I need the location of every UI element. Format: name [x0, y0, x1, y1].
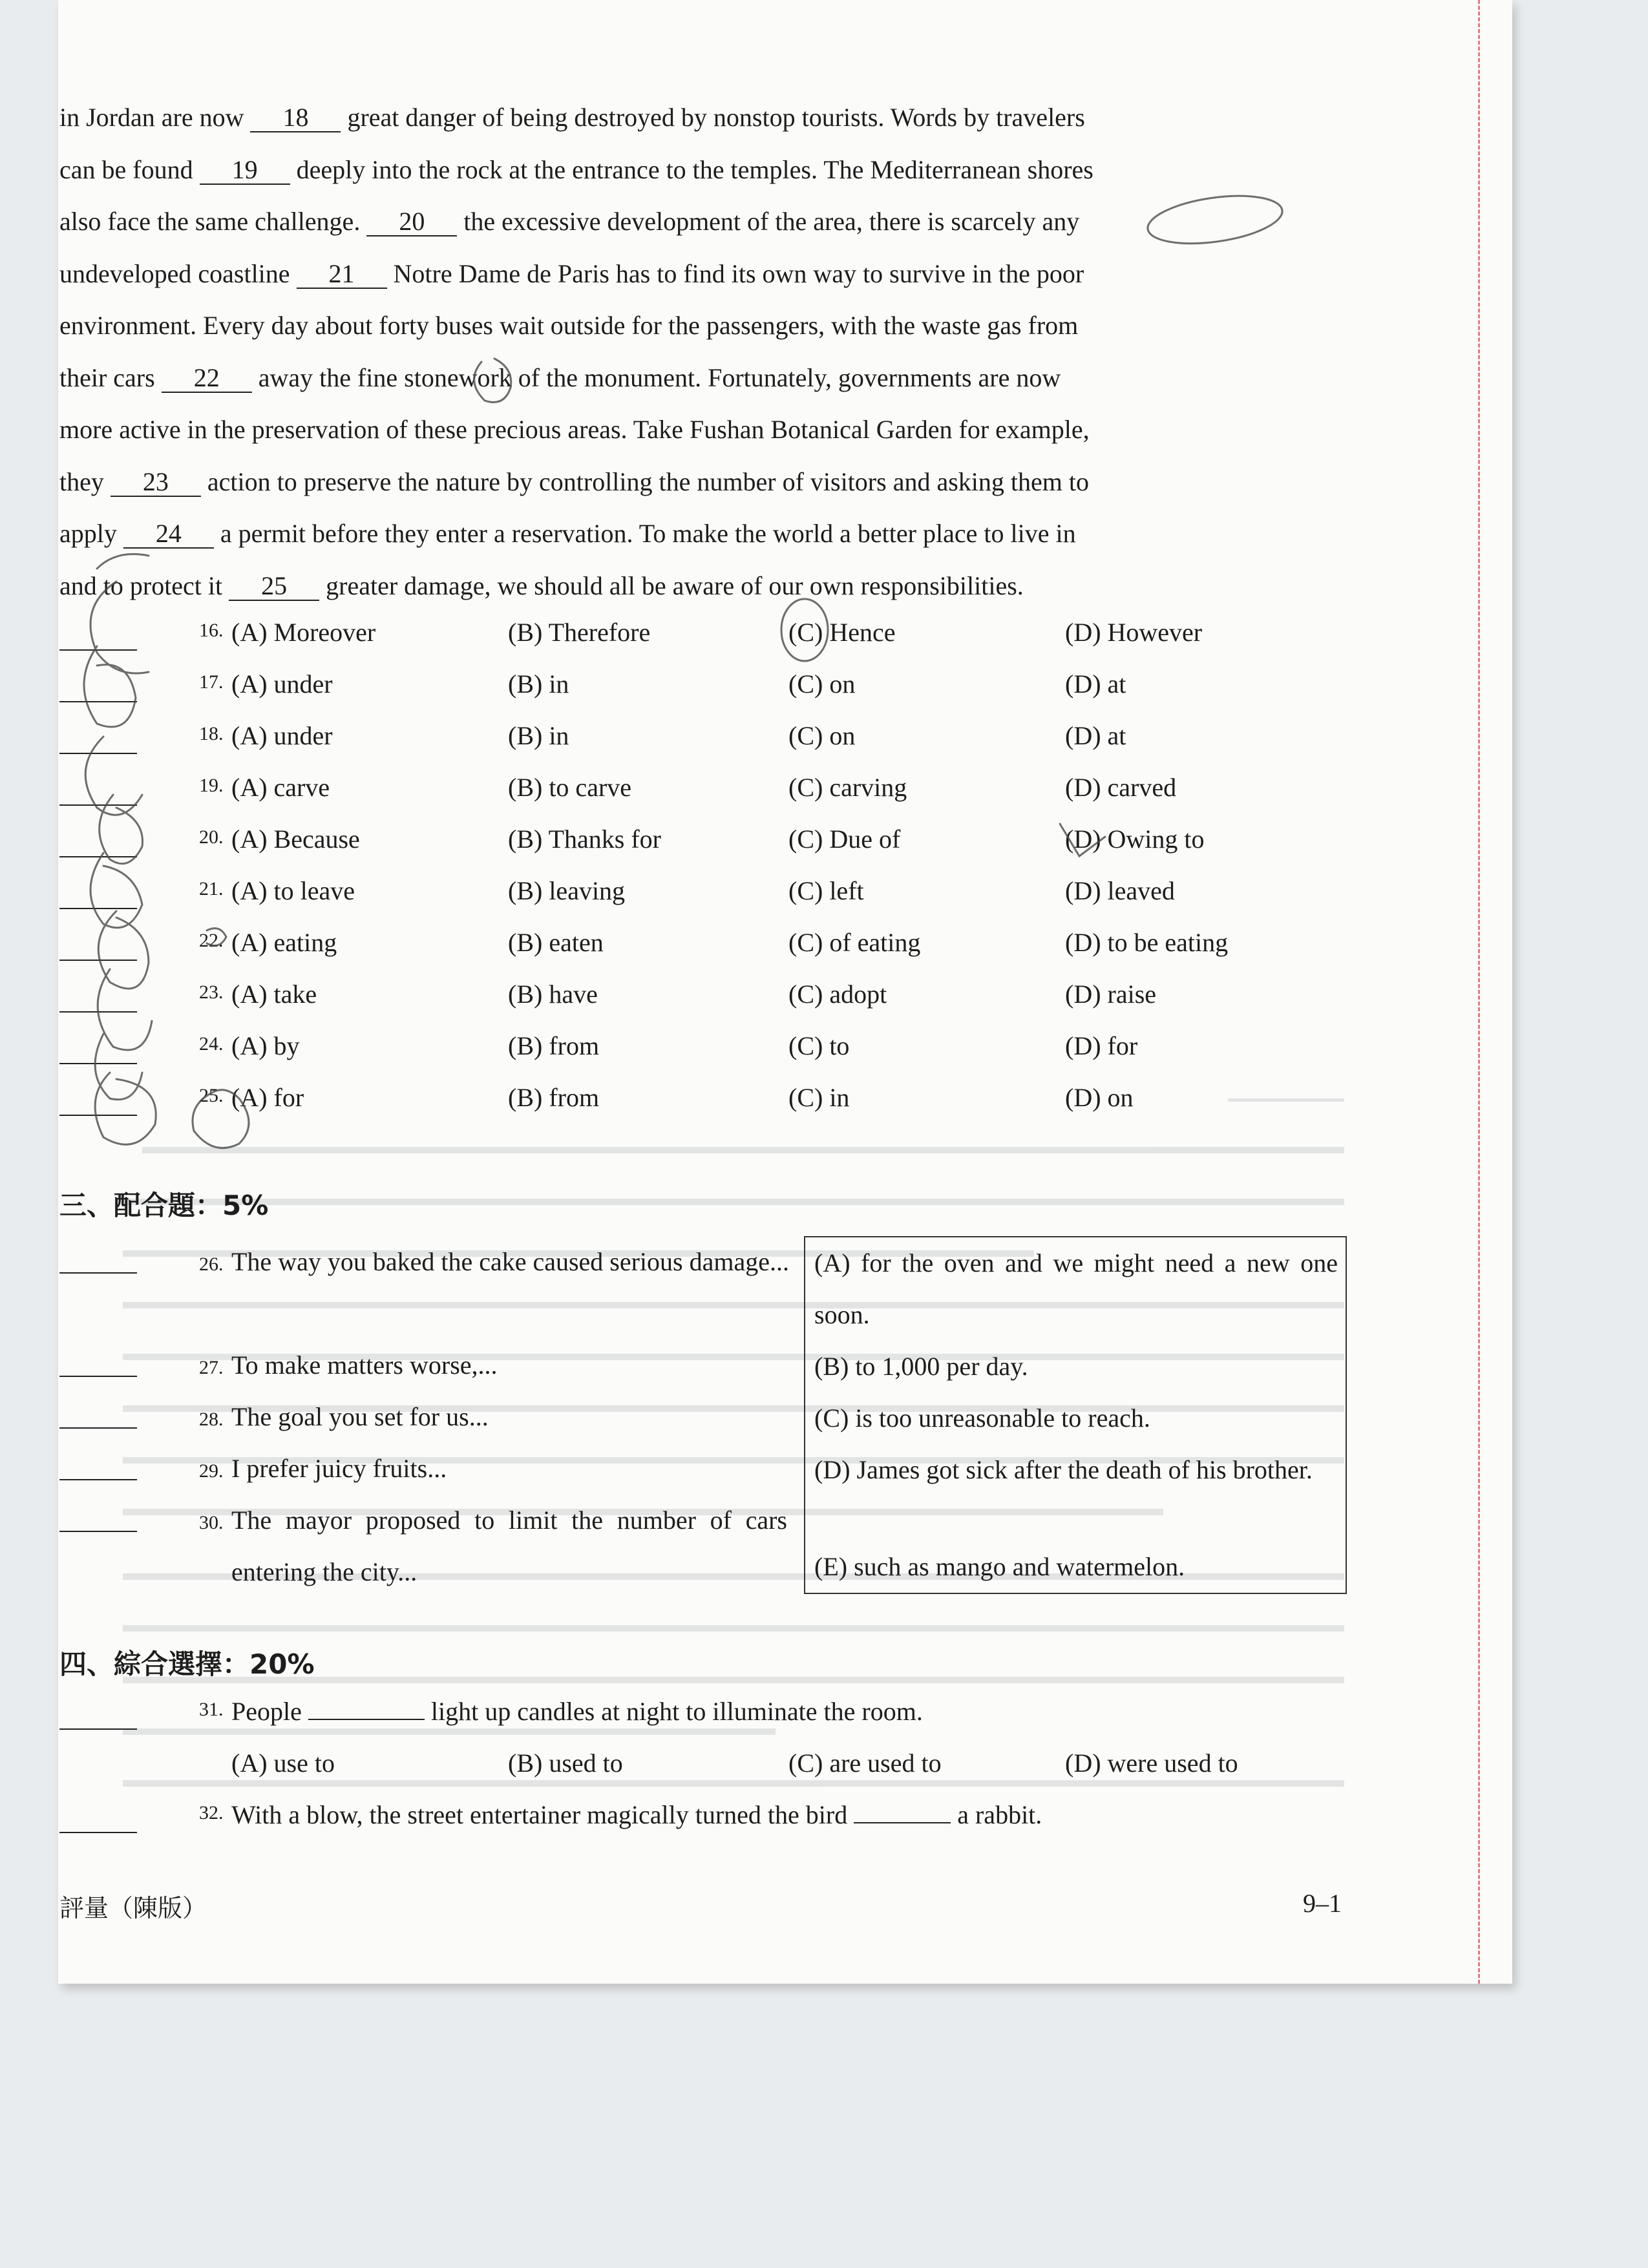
option-b[interactable]: (B) Thanks for [508, 824, 661, 854]
option-a[interactable]: (A) under [231, 721, 333, 750]
blank-20: 20 [366, 208, 457, 236]
blank-23: 23 [111, 468, 201, 497]
matching-item: 30. The mayor proposed to limit the number of cars entering the city... [59, 1495, 803, 1598]
answer-blank[interactable] [59, 1113, 137, 1116]
option-d[interactable]: (D) at [1065, 721, 1126, 750]
answer-blank[interactable] [59, 700, 137, 702]
question-row: 21. (A) to leave (B) leaving (C) left (D) leaved [59, 876, 1352, 917]
option-d[interactable]: (D) leaved [1065, 876, 1175, 905]
passage-line: and to protect it 25 greater damage, we should all be aware of our own responsibilities. [59, 571, 1024, 600]
option-c[interactable]: (C) Due of [788, 824, 901, 854]
blank-24: 24 [123, 520, 214, 549]
option-a[interactable]: (A) take [231, 980, 317, 1009]
blank-21: 21 [297, 260, 387, 289]
answer-blank[interactable] [59, 1427, 137, 1429]
matching-choice: (D) James got sick after the death of his brother. [814, 1455, 1313, 1484]
option-a[interactable]: (A) carve [231, 773, 330, 802]
option-d[interactable]: (D) raise [1065, 980, 1157, 1009]
option-b[interactable]: (B) to carve [508, 773, 632, 802]
reading-passage [59, 92, 1339, 612]
publisher-label: 評量（陳版） [59, 1894, 207, 1922]
option-c[interactable]: (C) are used to [788, 1748, 942, 1778]
question-stem: People light up candles at night to illuminate the room. [231, 1697, 923, 1726]
option-b[interactable]: (B) from [508, 1031, 600, 1060]
question-row: 20. (A) Because (B) Thanks for (C) Due of (D) Owing to [59, 824, 1352, 865]
answer-blank[interactable] [59, 1479, 137, 1480]
answer-blank[interactable] [59, 1831, 137, 1833]
question-options-row [59, 1748, 1352, 1789]
passage-line: environment. Every day about forty buses wait outside for the passengers, with the waste gas from [59, 311, 1079, 340]
answer-blank[interactable] [59, 1010, 137, 1013]
question-row: 18. (A) under (B) in (C) on (D) at [59, 720, 1352, 762]
blank-25: 25 [229, 572, 319, 601]
section-heading-matching: 三、配合題：5% [59, 1190, 269, 1221]
option-c[interactable]: (C) Hence [788, 618, 896, 647]
option-a[interactable]: (A) eating [231, 928, 337, 957]
answer-blank[interactable] [59, 855, 137, 857]
passage-line: undeveloped coastline 21 Notre Dame de Paris has to find its own way to survive in the poor [59, 258, 1084, 288]
blank-18: 18 [250, 104, 341, 132]
option-a[interactable]: (A) Moreover [231, 618, 376, 647]
answer-blank[interactable] [59, 1062, 137, 1064]
option-d[interactable]: (D) However [1065, 618, 1203, 647]
passage-line: apply 24 a permit before they enter a reservation. To make the world a better place to live in [59, 519, 1076, 548]
option-b[interactable]: (B) eaten [508, 928, 604, 957]
matching-choice: (B) to 1,000 per day. [814, 1352, 1028, 1381]
matching-choices-box [804, 1236, 1347, 1594]
answer-blank[interactable] [59, 803, 137, 806]
option-d[interactable]: (D) carved [1065, 773, 1177, 802]
option-d[interactable]: (D) to be eating [1065, 928, 1229, 957]
answer-blank[interactable] [59, 907, 137, 909]
passage-line: their cars 22 away the fine stonework of the monument. Fortunately, governments are now [59, 362, 1061, 392]
question-row: 31. People light up candles at night to illuminate the room. [59, 1696, 1352, 1738]
answer-blank[interactable] [59, 648, 137, 651]
question-row: 17. (A) under (B) in (C) on (D) at [59, 669, 1352, 710]
option-d[interactable]: (D) on [1065, 1083, 1134, 1112]
section-heading-comprehensive: 四、綜合選擇：20% [59, 1648, 315, 1680]
option-b[interactable]: (B) leaving [508, 876, 626, 905]
answer-blank[interactable] [59, 1376, 137, 1377]
answer-blank[interactable] [59, 1272, 137, 1274]
question-row: 25. (A) for (B) from (C) in (D) on [59, 1082, 1352, 1124]
option-b[interactable]: (B) used to [508, 1748, 623, 1778]
option-d[interactable]: (D) were used to [1065, 1748, 1238, 1778]
blank-19: 19 [200, 156, 290, 185]
option-c[interactable]: (C) in [788, 1083, 850, 1112]
question-row: 23. (A) take (B) have (C) adopt (D) raise [59, 979, 1352, 1020]
matching-item: 26. The way you baked the cake caused serious damage... [59, 1236, 803, 1339]
option-b[interactable]: (B) have [508, 980, 598, 1009]
option-a[interactable]: (A) Because [231, 824, 360, 854]
option-b[interactable]: (B) Therefore [508, 618, 651, 647]
option-c[interactable]: (C) of eating [788, 928, 921, 957]
option-a[interactable]: (A) by [231, 1031, 300, 1060]
passage-line: they 23 action to preserve the nature by controlling the number of visitors and asking them to [59, 467, 1089, 496]
answer-blank[interactable] [59, 751, 137, 754]
option-a[interactable]: (A) use to [231, 1748, 335, 1778]
option-c[interactable]: (C) on [788, 721, 856, 750]
option-c[interactable]: (C) carving [788, 773, 907, 802]
option-c[interactable]: (C) adopt [788, 980, 887, 1009]
passage-line: can be found 19 deeply into the rock at the entrance to the temples. The Mediterranean shores [59, 154, 1093, 184]
option-b[interactable]: (B) in [508, 669, 569, 698]
question-row: 24. (A) by (B) from (C) to (D) for [59, 1031, 1352, 1072]
blank-22: 22 [162, 364, 252, 393]
option-d[interactable]: (D) for [1065, 1031, 1138, 1060]
matching-choice: (A) for the oven and we might need a new one soon. [814, 1248, 1338, 1329]
option-a[interactable]: (A) for [231, 1083, 304, 1112]
question-row: 19. (A) carve (B) to carve (C) carving (D) carved [59, 772, 1352, 814]
option-d[interactable]: (D) at [1065, 669, 1126, 698]
passage-line: also face the same challenge. 20 the excessive development of the area, there is scarcely any [59, 207, 1080, 236]
option-c[interactable]: (C) on [788, 669, 856, 698]
option-a[interactable]: (A) under [231, 669, 333, 698]
option-d[interactable]: (D) Owing to [1065, 824, 1205, 854]
option-a[interactable]: (A) to leave [231, 876, 355, 905]
passage-line: more active in the preservation of these precious areas. Take Fushan Botanical Garden for example, [59, 415, 1090, 444]
question-row: 16. (A) Moreover (B) Therefore (C) Hence (D) However [59, 617, 1352, 658]
passage-line: in Jordan are now 18 great danger of being destroyed by nonstop tourists. Words by travelers [59, 103, 1085, 132]
matching-choice: (E) such as mango and watermelon. [814, 1552, 1185, 1581]
answer-blank[interactable] [59, 958, 137, 961]
option-b[interactable]: (B) from [508, 1083, 600, 1112]
matching-item: 29. I prefer juicy fruits... [59, 1443, 803, 1495]
question-row: 32. With a blow, the street entertainer magically turned the bird a rabbit. [59, 1800, 1352, 1841]
matching-choice: (C) is too unreasonable to reach. [814, 1403, 1150, 1433]
matching-item: 27. To make matters worse,... [59, 1339, 803, 1391]
answer-blank[interactable] [59, 1531, 137, 1532]
perforation-line [1478, 0, 1480, 1984]
question-stem: With a blow, the street entertainer magically turned the bird a rabbit. [231, 1800, 1042, 1829]
page-number: 9–1 [1303, 1889, 1342, 1918]
option-b[interactable]: (B) in [508, 721, 569, 750]
option-c[interactable]: (C) left [788, 876, 864, 905]
answer-blank[interactable] [59, 1727, 137, 1730]
option-c[interactable]: (C) to [788, 1031, 850, 1060]
question-row: 22. (A) eating (B) eaten (C) of eating (D) to be eating [59, 927, 1352, 969]
matching-item: 28. The goal you set for us... [59, 1391, 803, 1443]
